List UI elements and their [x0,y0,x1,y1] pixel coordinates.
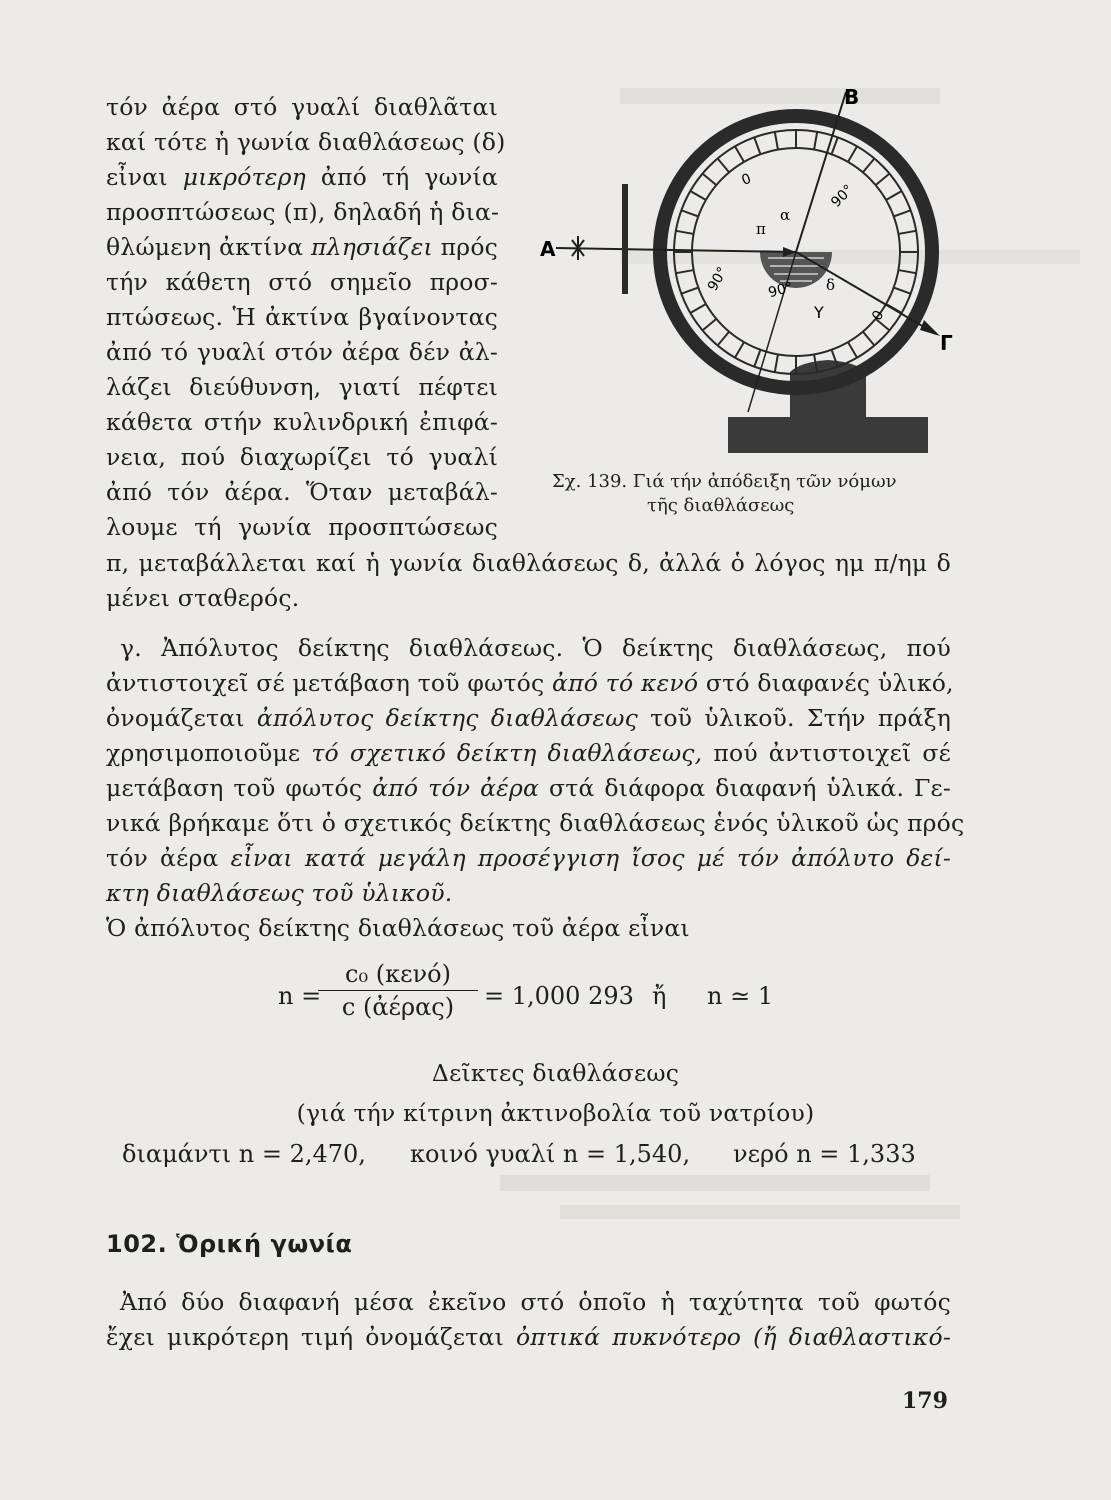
text-line: λουμε τή γωνία προσπτώσεως [106,513,498,541]
scale-tick [703,319,717,331]
text-line: κτη διαθλάσεως τοῦ ὑλικοῦ. [106,879,453,907]
label-90-left: 90° [704,264,732,294]
scale-tick [848,146,857,162]
text-line: ἀπό τόν ἀέρα. Ὅταν μεταβάλ- [106,478,498,506]
text-line: καί τότε ἡ γωνία διαθλάσεως (δ) [106,128,506,156]
scale-tick [703,174,717,186]
text-line: π, μεταβάλλεται καί ἡ γωνία διαθλάσεως δ, ἀλλά ὁ λόγος ημ π/ημ δ [106,549,951,577]
scale-tick [735,342,744,358]
text-line: ἀπό τό γυαλί στόν ἀέρα δέν ἀλ- [106,338,498,366]
label-b: B [844,85,860,109]
scale-tick [814,132,817,150]
text-line: μένει σταθερός. [106,584,300,612]
scale-tick [863,332,875,346]
scale-tick [718,332,730,346]
text-line: γ. Ἀπόλυτος δείκτης διαθλάσεως. Ὁ δείκτης διαθλάσεως, πού [120,634,952,662]
scale-tick [898,231,916,234]
text-line: ἀντιστοιχεῖ σέ μετάβαση τοῦ φωτός ἀπό τό κενό στό διαφανές ὑλικό, [106,669,954,697]
section-heading: 102. Ὁρική γωνία [106,1230,353,1258]
scale-tick [775,354,778,372]
indices-subtitle: (γιά τήν κίτρινη ἀκτινοβολία τοῦ νατρίου) [296,1099,815,1127]
text-line: προσπτώσεως (π), δηλαδή ἡ δια- [106,198,500,226]
text-line: τόν ἀέρα εἶναι κατά μεγάλη προσέγγιση ἴσος μέ τόν ἀπόλυτο δεί- [106,844,951,872]
scale-tick [876,174,890,186]
index-water: νερό n = 1,333 [733,1140,916,1168]
text-line: Ὁ ἀπόλυτος δείκτης διαθλάσεως τοῦ ἀέρα εἶναι [106,914,690,942]
text-line: χρησιμοποιοῦμε τό σχετικό δείκτη διαθλάσεως, πού ἀντιστοιχεῖ σέ [106,739,952,767]
index-diamond: διαμάντι n = 2,470, [122,1140,366,1168]
text-line: κάθετα στήν κυλινδρική ἐπιφά- [106,408,498,436]
page-number: 179 [902,1388,948,1414]
label-pi: π [756,220,766,238]
text-line: ὀνομάζεται ἀπόλυτος δείκτης διαθλάσεως τοῦ ὑλικοῦ. Στήν πράξη [106,704,951,732]
caption-line: Σχ. 139. Γιά τήν ἀπόδειξη τῶν νόμων [552,471,897,492]
text-line: πτώσεως. Ἡ ἀκτίνα βγαίνοντας [106,303,498,331]
scale-tick [894,288,911,294]
scale-tick [676,270,694,273]
text-line: τόν ἀέρα στό γυαλί διαθλᾶται [106,93,498,121]
text-line: νεια, πού διαχωρίζει τό γυαλί [106,443,498,471]
text-line: μετάβαση τοῦ φωτός ἀπό τόν ἀέρα στά διάφορα διαφανή ὑλικά. Γε- [106,774,952,802]
text-line: νικά βρήκαμε ὅτι ὁ σχετικός δείκτης διαθλάσεως ἑνός ὑλικοῦ ὡς πρός [106,809,965,837]
scale-tick [775,132,778,150]
scale-tick [832,137,838,154]
text-line: εἶναι μικρότερη ἀπό τή γωνία [106,163,498,191]
slit-screen [622,184,628,294]
formula-or: ἤ [652,982,667,1010]
label-zero-bottom: 0 [869,307,888,324]
formula-lhs: n = [278,982,322,1010]
index-glass: κοινό γυαλί n = 1,540, [410,1140,691,1168]
scale-tick [718,159,730,173]
refraction-apparatus-diagram [528,72,958,462]
text-line: λάζει διεύθυνση, γιατί πέφτει [106,373,498,401]
formula-numerator: c₀ (κενό) [318,960,478,991]
scale-tick [848,342,857,358]
scale-tick [690,191,706,200]
indices-title: Δεῖκτες διαθλάσεως [431,1059,680,1087]
caption-line: τῆς διαθλάσεως [647,495,795,516]
formula-denominator: c (ἀέρας) [341,993,455,1021]
label-y: Υ [814,303,824,322]
label-g: Γ [940,331,953,355]
scale-tick [681,210,698,216]
scale-tick [754,137,760,154]
text-line: θλώμενη ἀκτίνα πλησιάζει πρός [106,233,499,261]
label-a: Α [540,237,556,261]
scale-tick [676,231,694,234]
label-90-top: 90° [828,181,857,211]
formula-value: = 1,000 293 [484,982,634,1010]
stand-base [728,417,928,453]
scale-tick [863,159,875,173]
refracted-arrowhead [920,320,940,336]
scale-tick [681,288,698,294]
scale-tick [898,270,916,273]
label-zero-top: 0 [739,170,754,189]
scale-tick [735,146,744,162]
label-90-bottom: 90° [766,279,795,302]
label-delta: δ [826,276,836,294]
formula-approx: n ≃ 1 [707,982,774,1010]
scale-tick [690,304,706,313]
text-line: τήν κάθετη στό σημεῖο προσ- [106,268,498,296]
scale-tick [754,350,760,367]
scale-tick [894,210,911,216]
scale-tick [886,191,902,200]
label-alpha: α [780,206,791,224]
text-line: ἔχει μικρότερη τιμή ὀνομάζεται ὀπτικά πυκνότερο (ἤ διαθλαστικό- [106,1323,951,1351]
formula-fraction [318,960,478,1021]
figure-caption [552,470,962,518]
text-line: Ἀπό δύο διαφανή μέσα ἐκεῖνο στό ὁποῖο ἡ ταχύτητα τοῦ φωτός [120,1288,951,1316]
